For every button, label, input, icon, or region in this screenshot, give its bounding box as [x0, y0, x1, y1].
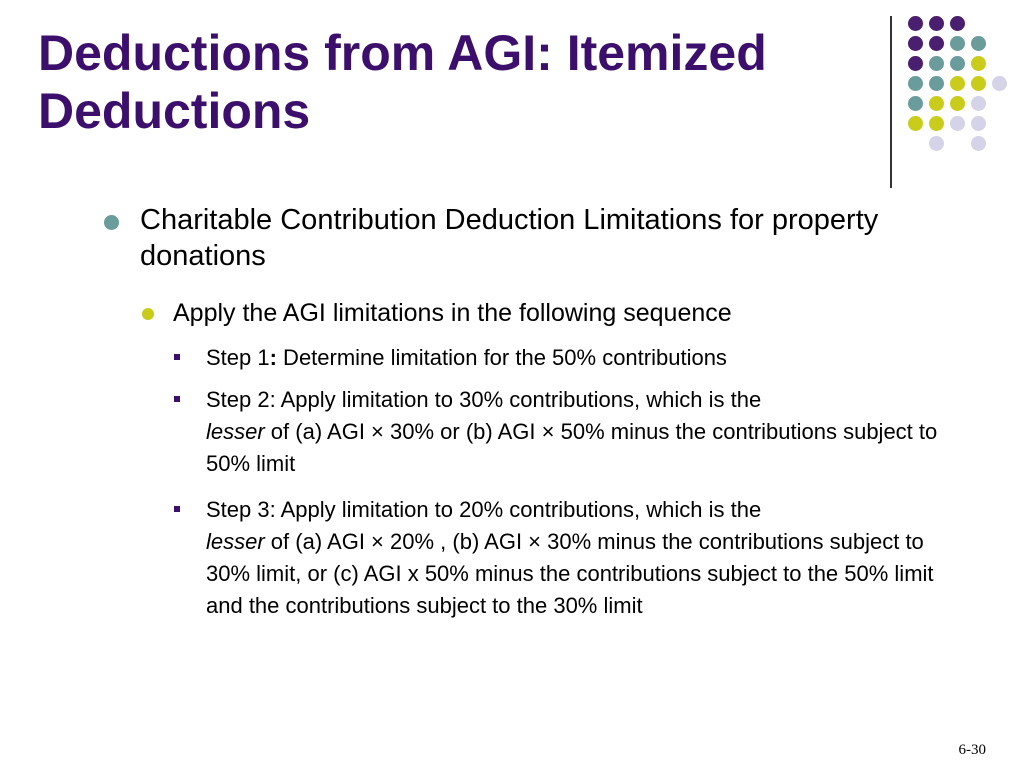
- step-2-emphasis: lesser: [206, 419, 265, 444]
- step-1: [206, 342, 946, 374]
- step-2-prefix: Step 2: Apply limitation to 30% contributions, which is the: [206, 387, 762, 412]
- step-3-prefix: Step 3: Apply limitation to 20% contributions, which is the: [206, 497, 762, 522]
- bullet-level2-text: Apply the AGI limitations in the following sequence: [173, 299, 732, 327]
- page-number: 6-30: [958, 742, 986, 758]
- step-3-emphasis: lesser: [206, 529, 265, 554]
- title-line-1: Deductions from AGI: Itemized: [38, 25, 767, 81]
- bullet-level1: [140, 202, 960, 274]
- bullet-dot-icon: [104, 215, 119, 230]
- bullet-square-icon: [174, 396, 180, 402]
- step-1-text: Determine limitation for the 50% contributions: [276, 345, 727, 370]
- bullet-level1-text: Charitable Contribution Deduction Limitations for property donations: [140, 204, 879, 272]
- step-2: [206, 384, 946, 480]
- step-3-text: of (a) AGI × 20% , (b) AGI × 30% minus the contributions subject to 30% limit, or (c) AGI x 50% minus the contributions subject to the 50% limit and the contributions subject to the 30% limit: [206, 529, 934, 618]
- bullet-square-icon: [174, 354, 180, 360]
- step-1-prefix: Step 1: [206, 345, 270, 370]
- step-3: [206, 494, 946, 622]
- bullet-square-icon: [174, 506, 180, 512]
- bullet-level2: [173, 297, 953, 329]
- step-1-colon: :: [269, 345, 277, 370]
- title-line-2: Deductions: [38, 83, 311, 139]
- step-2-text: of (a) AGI × 30% or (b) AGI × 50% minus the contributions subject to 50% limit: [206, 419, 938, 476]
- bullet-dot-icon: [142, 308, 154, 320]
